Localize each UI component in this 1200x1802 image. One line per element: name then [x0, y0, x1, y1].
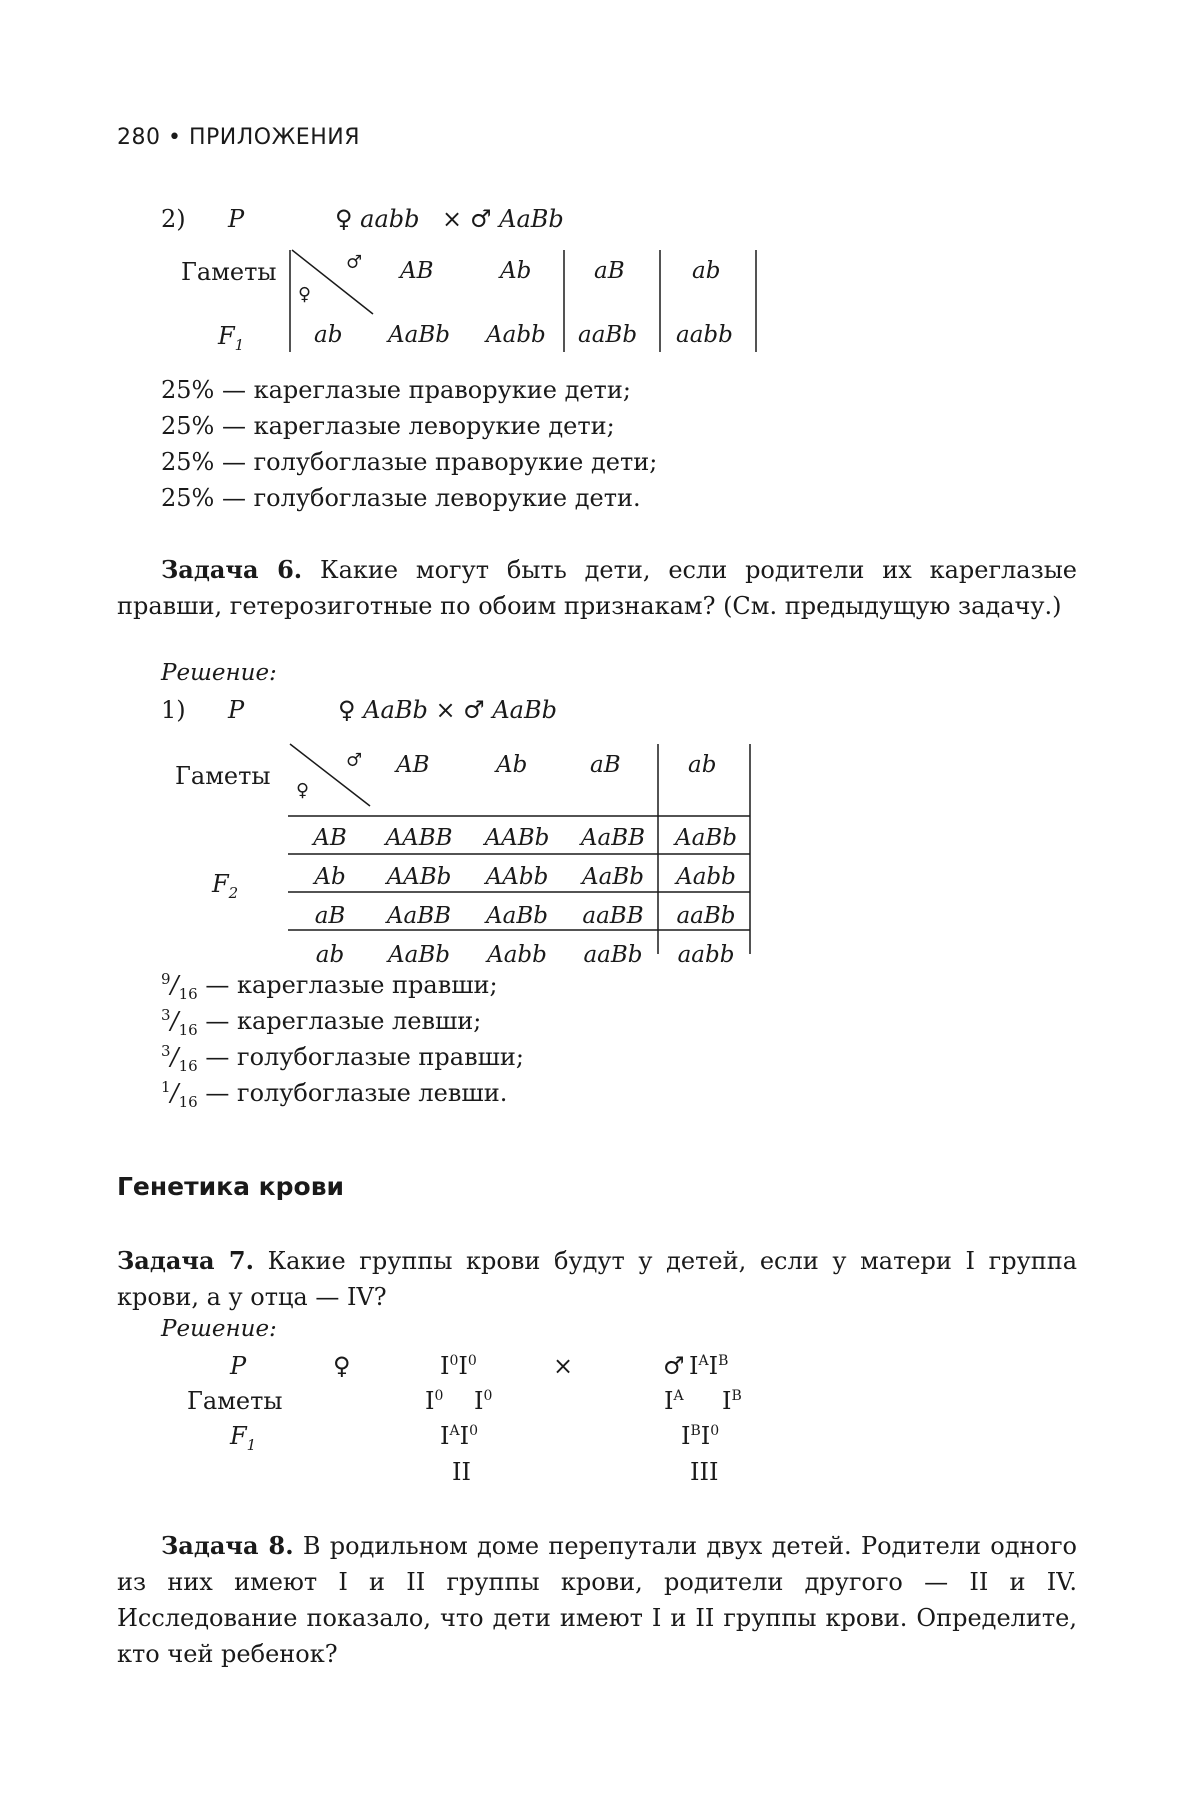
task6-result: $^3/_{16}$ — кареглазые левши; [161, 1006, 482, 1039]
offspring-cell: AaBB [580, 824, 646, 851]
task7-female-gamete: $I^0$ [425, 1387, 444, 1415]
row-gamete: AB [313, 824, 347, 851]
cross2-female-symbol: ♀ [298, 284, 312, 305]
task6-female-symbol: ♀ [296, 780, 310, 801]
cross2-male-symbol: ♂ [346, 252, 363, 273]
offspring-cell: AaBb [388, 941, 450, 968]
cross2-result: 25% — голубоглазые праворукие дети; [161, 448, 658, 476]
task7-gametes-label: Гаметы [187, 1387, 283, 1415]
table-row [290, 818, 752, 857]
running-header [117, 125, 360, 150]
task7-blood-group: II [452, 1458, 471, 1486]
cross2-f-label: $F_1$ [218, 322, 245, 354]
task6-male-symbol: ♂ [346, 750, 363, 771]
row-gamete: ab [315, 941, 345, 968]
cross2-female-gamete: ab [314, 322, 343, 348]
task6-result: $^3/_{16}$ — голубоглазые правши; [161, 1042, 525, 1075]
offspring-cell: AaBB [386, 902, 452, 929]
running-title: ПРИЛОЖЕНИЯ [188, 125, 360, 150]
task8-label: Задача 8. [161, 1531, 294, 1560]
offspring-cell: AABb [386, 863, 452, 890]
cross2-number: 2) [161, 205, 186, 233]
page-number: 280 [117, 125, 161, 150]
task7-blood-group: III [690, 1458, 719, 1486]
table-row [290, 935, 752, 974]
cross2-times: × [442, 205, 463, 233]
cross2-male-gamete: Ab [500, 258, 532, 284]
cross2-male-gamete: AB [400, 258, 434, 284]
task8-statement [117, 1528, 1077, 1672]
section-heading: Генетика крови [117, 1172, 345, 1201]
task6-text: Какие могут быть дети, если родители их кареглазые правши, гетерозиготные по обоим признакам? (См. предыдущую задачу.) [117, 556, 1077, 620]
task6-p-label: P [228, 696, 245, 724]
task7-child-genotype: $I^AI^0$ [440, 1422, 479, 1450]
task8-text: В родильном доме перепутали двух детей. Родители одного из них имеют I и II группы крови, родители другого — II и IV. Исследование показало, что дети имеют I и II группы крови. Определите, кто чей ребенок? [117, 1532, 1077, 1668]
task7-female-symbol: ♀ [333, 1352, 351, 1380]
offspring-cell: AaBb [582, 863, 644, 890]
cross2-offspring: aaBb [578, 322, 638, 348]
task6-label: Задача 6. [161, 555, 303, 584]
task6-result: $^1/_{16}$ — голубоглазые левши. [161, 1078, 508, 1111]
cross2-result: 25% — кареглазые леворукие дети; [161, 412, 615, 440]
cross2-offspring: AaBb [388, 322, 450, 348]
task7-p-label: P [230, 1352, 247, 1380]
task6-col-gamete: ab [688, 752, 717, 778]
task6-gametes-label: Гаметы [175, 762, 271, 790]
offspring-cell: AAbb [485, 863, 549, 890]
offspring-cell: AaBb [675, 824, 737, 851]
task7-female-genotype: $I^0I^0$ [440, 1352, 477, 1380]
task7-f-label: $F_1$ [230, 1422, 257, 1454]
task6-solution-label: Решение: [161, 660, 277, 686]
table-row [290, 857, 752, 896]
task7-male-symbol: ♂ [663, 1352, 685, 1380]
cross2-offspring: Aabb [486, 322, 546, 348]
offspring-cell: AaBb [486, 902, 548, 929]
header-bullet: • [168, 125, 182, 150]
offspring-cell: Aabb [487, 941, 547, 968]
cross2-female-genotype: ♀ aabb [335, 205, 420, 233]
offspring-cell: aaBb [583, 941, 643, 968]
offspring-cell: AABb [484, 824, 550, 851]
cross2-male-gamete: ab [692, 258, 721, 284]
task6-col-gamete: AB [396, 752, 430, 778]
task6-col-gamete: aB [590, 752, 621, 778]
task6-f-label: $F_2$ [212, 870, 239, 902]
offspring-cell: aaBb [676, 902, 736, 929]
cross2-offspring: aabb [676, 322, 733, 348]
task7-solution-label: Решение: [161, 1316, 277, 1342]
row-gamete: Ab [314, 863, 346, 890]
task7-statement [117, 1243, 1077, 1315]
task7-times: × [553, 1352, 574, 1380]
task7-female-gamete: $I^0$ [474, 1387, 493, 1415]
row-gamete: aB [314, 902, 346, 929]
cross2-p-label: P [228, 205, 245, 233]
task7-text: Какие группы крови будут у детей, если у матери I группа крови, а у отца — IV? [117, 1247, 1077, 1311]
cross2-male-gamete: aB [594, 258, 625, 284]
task6-result: $^9/_{16}$ — кареглазые правши; [161, 970, 498, 1003]
cross2-result: 25% — кареглазые праворукие дети; [161, 376, 631, 404]
cross2-gametes-label: Гаметы [181, 258, 277, 286]
task6-statement [117, 552, 1077, 624]
offspring-cell: AABB [385, 824, 453, 851]
offspring-cell: Aabb [676, 863, 736, 890]
task6-punnett-table [290, 818, 752, 974]
cross2-male-genotype: ♂ AaBb [470, 205, 564, 233]
task6-col-gamete: Ab [496, 752, 528, 778]
task6-cross: ♀ AaBb × ♂ AaBb [338, 696, 557, 724]
task7-male-gamete: $I^A$ [664, 1387, 684, 1415]
task7-male-genotype: $I^AI^B$ [689, 1352, 729, 1380]
table-row [290, 896, 752, 935]
offspring-cell: aabb [677, 941, 735, 968]
task7-child-genotype: $I^BI^0$ [681, 1422, 720, 1450]
offspring-cell: aaBB [582, 902, 644, 929]
task7-label: Задача 7. [117, 1246, 254, 1275]
task6-number: 1) [161, 696, 186, 724]
task7-male-gamete: $I^B$ [722, 1387, 742, 1415]
cross2-result: 25% — голубоглазые леворукие дети. [161, 484, 641, 512]
